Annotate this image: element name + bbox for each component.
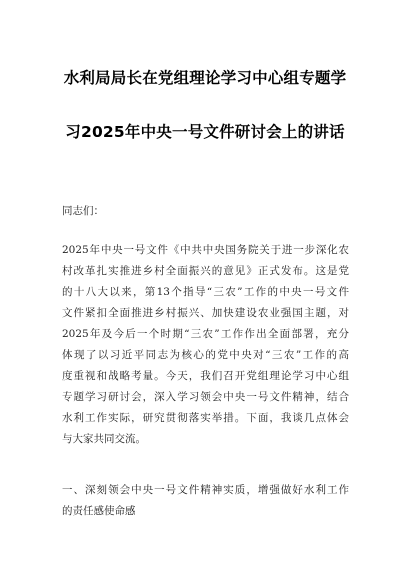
document-title-line-2: 习2025年中央一号文件研讨会上的讲话 <box>65 123 345 141</box>
paragraph-line: 2025年及今后一个时期“三农”工作作出全面部署，充分 <box>62 328 349 340</box>
paragraph-line: 的十八大以来，第13个指导“三农”工作的中央一号文件 <box>62 286 349 298</box>
paragraph-line: 水利工作实际，研究贯彻落实举措。下面，我谈几点体会 <box>62 412 349 424</box>
section-heading-line: 一、深刻领会中央一号文件精神实质，增强做好水利工作 <box>62 484 349 496</box>
paragraph-line: 村改革扎实推进乡村全面振兴的意见》正式发布。这是党 <box>62 265 349 277</box>
document-title-line-1: 水利局局长在党组理论学习中心组专题学 <box>63 69 347 87</box>
salutation: 同志们： <box>62 205 104 217</box>
paragraph-line: 2025年中央一号文件《中共中央国务院关于进一步深化农 <box>62 244 349 256</box>
paragraph-line: 体现了以习近平同志为核心的党中央对“三农”工作的高 <box>62 349 349 361</box>
paragraph-line: 专题学习研讨会，深入学习领会中央一号文件精神，结合 <box>62 391 349 403</box>
paragraph-line: 度重视和战略考量。今天，我们召开党组理论学习中心组 <box>62 370 349 382</box>
paragraph-line: 与大家共同交流。 <box>62 433 146 445</box>
paragraph-line: 文件紧扣全面推进乡村振兴、加快建设农业强国主题，对 <box>62 307 349 319</box>
section-heading-line: 的责任感使命感 <box>62 505 136 517</box>
